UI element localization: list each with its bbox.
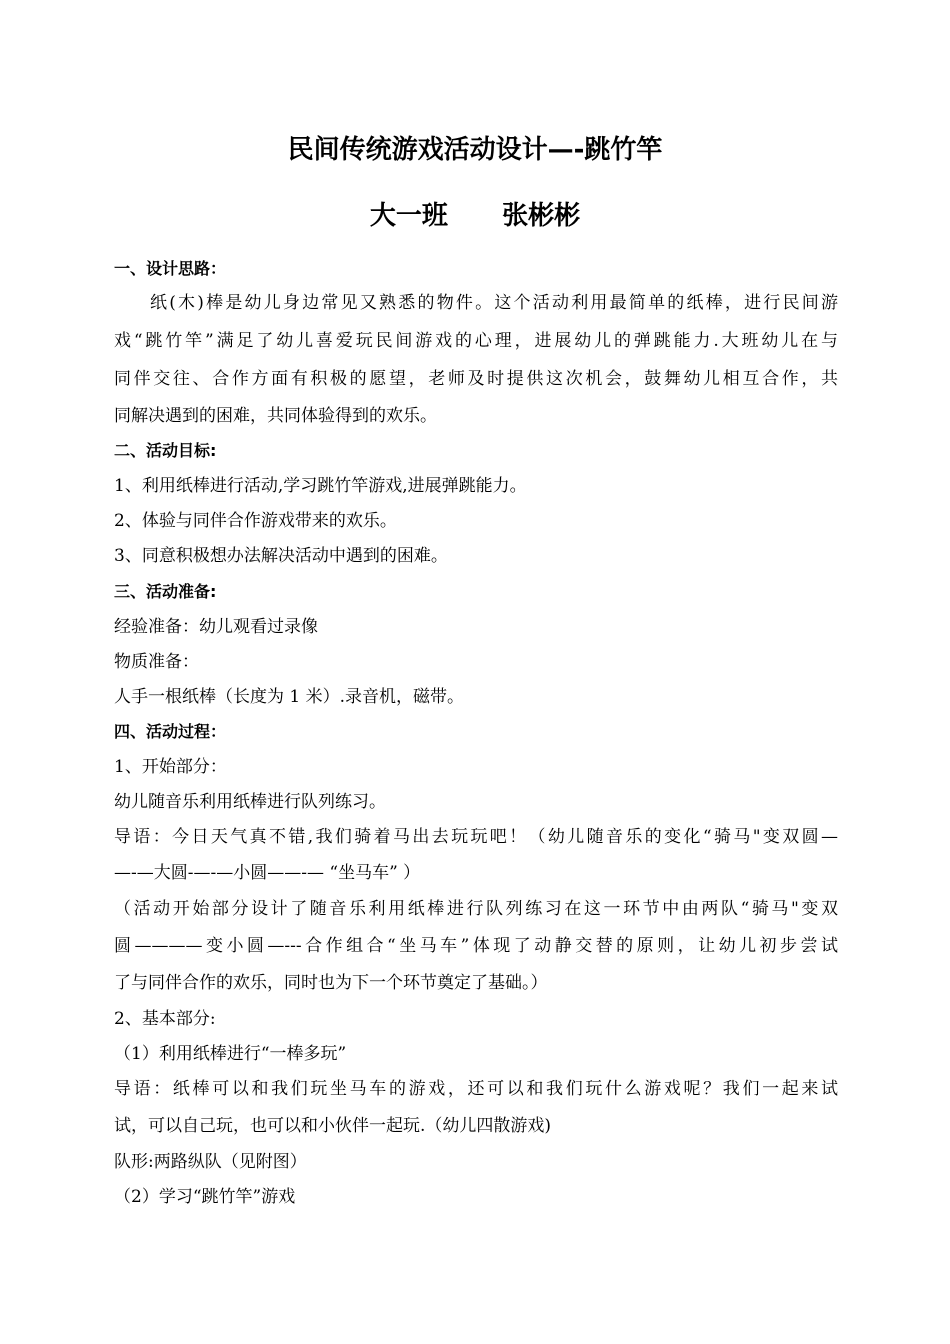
- paragraph-line: 幼儿随音乐利用纸棒进行队列练习。: [114, 792, 386, 812]
- paragraph-line: （2）学习“跳竹竿”游戏: [114, 1187, 296, 1207]
- paragraph-line: 人手一根纸棒（长度为 1 米）.录音机，磁带。: [114, 687, 465, 707]
- paragraph-line: 试，可以自己玩，也可以和小伙伴一起玩.（幼儿四散游戏): [114, 1116, 552, 1136]
- paragraph-line: —-—大圆-—-—小圆——-— “坐马车” ）: [114, 863, 421, 883]
- paragraph-line: （活动开始部分设计了随音乐利用纸棒进行队列练习在这一环节中由两队“骑马"变双: [114, 899, 838, 919]
- paragraph-line: （1）利用纸棒进行“一棒多玩”: [114, 1044, 347, 1064]
- paragraph-line: 1、开始部分：: [114, 757, 227, 777]
- document-subtitle: 大一班 张彬彬: [369, 201, 581, 231]
- section-heading-goals: 二、活动目标:: [114, 441, 217, 460]
- paragraph-line: 2、基本部分:: [114, 1009, 216, 1029]
- paragraph-line: 物质准备：: [114, 652, 199, 672]
- paragraph-line: 戏“跳竹竿”满足了幼儿喜爱玩民间游戏的心理，进展幼儿的弹跳能力.大班幼儿在与: [114, 331, 838, 351]
- paragraph-line: 圆————变小圆—---合作组合“坐马车”体现了动静交替的原则，让幼儿初步尝试: [114, 936, 838, 956]
- paragraph-line: 导语：纸棒可以和我们玩坐马车的游戏，还可以和我们玩什么游戏呢？我们一起来试: [114, 1079, 838, 1099]
- paragraph-line: 纸(木)棒是幼儿身边常见又熟悉的物件。这个活动利用最简单的纸棒，进行民间游: [150, 293, 838, 313]
- paragraph-line: 队形:两路纵队（见附图）: [114, 1152, 307, 1172]
- list-item: 1、利用纸棒进行活动,学习跳竹竿游戏,进展弹跳能力。: [114, 476, 527, 496]
- section-heading-design: 一、设计思路：: [114, 259, 227, 278]
- paragraph-line: 了与同伴合作的欢乐，同时也为下一个环节奠定了基础。）: [114, 973, 548, 993]
- paragraph-line: 经验准备：幼儿观看过录像: [114, 617, 318, 637]
- section-heading-process: 四、活动过程：: [114, 722, 227, 741]
- paragraph-line: 同伴交往、合作方面有积极的愿望，老师及时提供这次机会，鼓舞幼儿相互合作，共: [114, 369, 838, 389]
- list-item: 3、同意积极想办法解决活动中遇到的困难。: [114, 546, 448, 566]
- paragraph-line: 同解决遇到的困难，共同体验得到的欢乐。: [114, 406, 437, 426]
- document-title: 民间传统游戏活动设计—-跳竹竿: [287, 135, 663, 165]
- section-heading-preparation: 三、活动准备:: [114, 582, 217, 601]
- paragraph-line: 导语：今日天气真不错,我们骑着马出去玩玩吧！（幼儿随音乐的变化“骑马"变双圆—: [114, 827, 838, 847]
- list-item: 2、体验与同伴合作游戏带来的欢乐。: [114, 511, 397, 531]
